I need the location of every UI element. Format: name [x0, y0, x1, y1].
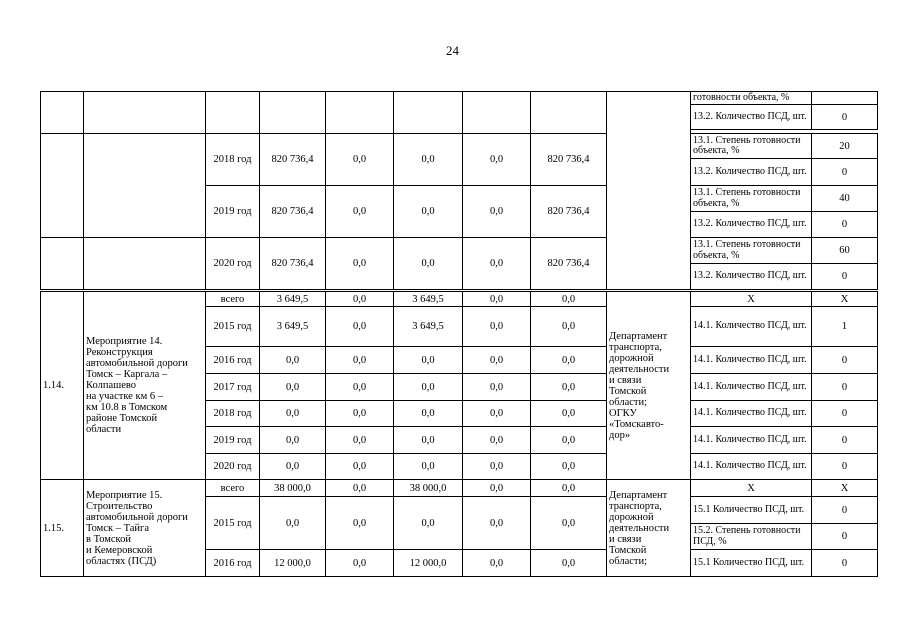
indicator-label: 13.2. Количество ПСД, шт. — [691, 105, 812, 130]
value-cell: 0,0 — [260, 497, 326, 550]
indicator-label: 13.2. Количество ПСД, шт. — [691, 212, 812, 238]
value-cell: 0,0 — [463, 292, 531, 307]
value-cell: 0,0 — [394, 427, 463, 454]
executor: Департамент транспорта, дорожной деятельности и связи Томской области; ОГКУ «Томскавто- дор» — [607, 292, 691, 480]
value-cell: 0,0 — [531, 374, 607, 401]
value-cell: 0,0 — [394, 497, 463, 550]
value-cell: 0,0 — [531, 497, 607, 550]
value-cell: 820 736,4 — [531, 186, 607, 238]
year-cell — [206, 92, 260, 134]
year-cell: 2018 год — [206, 401, 260, 427]
value-cell: 0,0 — [260, 347, 326, 374]
indicator-label: 14.1. Количество ПСД, шт. — [691, 427, 812, 454]
table-row — [41, 92, 878, 105]
value-cell: 0,0 — [463, 238, 531, 290]
event-name — [84, 92, 206, 134]
indicator-value: 60 — [812, 238, 878, 264]
value-cell: 820 736,4 — [260, 238, 326, 290]
indicator-value: 0 — [812, 347, 878, 374]
indicator-value: 0 — [812, 497, 878, 524]
event-name: Мероприятие 15. Строительство автомобильной дороги Томск – Тайга в Томской и Кемеровской областях (ПСД) — [84, 480, 206, 577]
value-cell: 0,0 — [326, 427, 394, 454]
indicator-label: Х — [691, 480, 812, 497]
value-cell: 0,0 — [326, 186, 394, 238]
value-cell: 0,0 — [463, 480, 531, 497]
value-cell: 0,0 — [326, 347, 394, 374]
indicator-value: 0 — [812, 264, 878, 290]
value-cell — [531, 92, 607, 134]
table-row — [41, 292, 878, 307]
value-cell: 0,0 — [531, 550, 607, 577]
indicator-label: 14.1. Количество ПСД, шт. — [691, 374, 812, 401]
value-cell: 0,0 — [326, 480, 394, 497]
value-cell: 0,0 — [326, 374, 394, 401]
value-cell: 0,0 — [260, 374, 326, 401]
event-number — [41, 134, 84, 238]
year-cell: 2019 год — [206, 427, 260, 454]
value-cell: 0,0 — [326, 134, 394, 186]
value-cell: 0,0 — [326, 307, 394, 347]
indicator-label: 13.1. Степень готовности объекта, % — [691, 134, 812, 159]
year-cell: 2015 год — [206, 497, 260, 550]
value-cell: 0,0 — [531, 480, 607, 497]
table-row — [41, 134, 878, 159]
year-cell: 2015 год — [206, 307, 260, 347]
value-cell: 0,0 — [531, 454, 607, 480]
indicator-label: 13.1. Степень готовности объекта, % — [691, 186, 812, 212]
event-number — [41, 92, 84, 134]
value-cell — [394, 92, 463, 134]
value-cell: 0,0 — [531, 427, 607, 454]
value-cell: 0,0 — [394, 238, 463, 290]
year-cell: 2017 год — [206, 374, 260, 401]
indicator-value: 0 — [812, 454, 878, 480]
value-cell: 0,0 — [463, 401, 531, 427]
value-cell: 38 000,0 — [394, 480, 463, 497]
value-cell: 0,0 — [394, 401, 463, 427]
year-cell: всего — [206, 292, 260, 307]
year-cell: 2016 год — [206, 347, 260, 374]
value-cell: 0,0 — [394, 186, 463, 238]
year-cell: 2020 год — [206, 454, 260, 480]
indicator-value: 0 — [812, 374, 878, 401]
value-cell: 0,0 — [531, 292, 607, 307]
indicator-label: 15.2. Степень готовности ПСД, % — [691, 524, 812, 550]
year-cell: 2019 год — [206, 186, 260, 238]
value-cell: 0,0 — [394, 454, 463, 480]
indicator-value: 0 — [812, 524, 878, 550]
value-cell: 0,0 — [463, 497, 531, 550]
indicator-value: 0 — [812, 401, 878, 427]
indicator-label: 15.1 Количество ПСД, шт. — [691, 550, 812, 577]
value-cell — [326, 92, 394, 134]
indicator-value: 0 — [812, 159, 878, 186]
executor: Департамент транспорта, дорожной деятельности и связи Томской области; — [607, 480, 691, 577]
indicator-value: Х — [812, 292, 878, 307]
value-cell: 0,0 — [531, 401, 607, 427]
indicator-label: 14.1. Количество ПСД, шт. — [691, 454, 812, 480]
value-cell: 0,0 — [326, 238, 394, 290]
indicator-value: 1 — [812, 307, 878, 347]
value-cell: 3 649,5 — [394, 307, 463, 347]
table-row — [41, 238, 878, 264]
page-number: 24 — [446, 43, 459, 58]
value-cell: 0,0 — [463, 186, 531, 238]
value-cell: 0,0 — [463, 427, 531, 454]
indicator-label: Х — [691, 292, 812, 307]
value-cell: 0,0 — [326, 550, 394, 577]
executor — [607, 92, 691, 290]
event-name — [84, 238, 206, 290]
event-number — [41, 238, 84, 290]
indicator-label: 14.1. Количество ПСД, шт. — [691, 347, 812, 374]
indicator-label: 14.1. Количество ПСД, шт. — [691, 307, 812, 347]
value-cell: 0,0 — [463, 307, 531, 347]
indicator-value: 0 — [812, 427, 878, 454]
program-table — [40, 91, 878, 290]
event-number: 1.14. — [41, 292, 84, 480]
value-cell: 0,0 — [463, 134, 531, 186]
value-cell: 820 736,4 — [260, 186, 326, 238]
indicator-value — [812, 92, 878, 105]
event-name: Мероприятие 14. Реконструкция автомобильной дороги Томск – Каргала – Колпашево на участке км 6 – км 10.8 в Томском районе Томской области — [84, 292, 206, 480]
value-cell: 820 736,4 — [531, 134, 607, 186]
value-cell: 38 000,0 — [260, 480, 326, 497]
indicator-label: 13.2. Количество ПСД, шт. — [691, 159, 812, 186]
indicator-label: 13.1. Степень готовности объекта, % — [691, 238, 812, 264]
year-cell: 2018 год — [206, 134, 260, 186]
events-table — [40, 291, 878, 577]
value-cell: 12 000,0 — [394, 550, 463, 577]
value-cell: 0,0 — [531, 347, 607, 374]
value-cell: 0,0 — [463, 347, 531, 374]
value-cell: 0,0 — [463, 550, 531, 577]
value-cell: 0,0 — [394, 134, 463, 186]
indicator-value: 0 — [812, 212, 878, 238]
indicator-label: готовности объекта, % — [691, 92, 812, 105]
value-cell: 0,0 — [260, 454, 326, 480]
value-cell — [260, 92, 326, 134]
value-cell: 12 000,0 — [260, 550, 326, 577]
value-cell: 3 649,5 — [260, 292, 326, 307]
value-cell: 820 736,4 — [531, 238, 607, 290]
indicator-value: 0 — [812, 105, 878, 130]
value-cell — [463, 92, 531, 134]
value-cell: 0,0 — [260, 427, 326, 454]
value-cell: 3 649,5 — [394, 292, 463, 307]
value-cell: 0,0 — [326, 292, 394, 307]
year-cell: 2016 год — [206, 550, 260, 577]
value-cell: 0,0 — [463, 454, 531, 480]
value-cell: 820 736,4 — [260, 134, 326, 186]
event-name — [84, 134, 206, 238]
event-number: 1.15. — [41, 480, 84, 577]
year-cell: всего — [206, 480, 260, 497]
value-cell: 0,0 — [326, 454, 394, 480]
indicator-value: 20 — [812, 134, 878, 159]
value-cell: 0,0 — [260, 401, 326, 427]
value-cell: 3 649,5 — [260, 307, 326, 347]
indicator-label: 14.1. Количество ПСД, шт. — [691, 401, 812, 427]
indicator-value: Х — [812, 480, 878, 497]
indicator-value: 40 — [812, 186, 878, 212]
value-cell: 0,0 — [463, 374, 531, 401]
value-cell: 0,0 — [326, 497, 394, 550]
value-cell: 0,0 — [394, 374, 463, 401]
indicator-label: 15.1 Количество ПСД, шт. — [691, 497, 812, 524]
value-cell: 0,0 — [394, 347, 463, 374]
indicator-label: 13.2. Количество ПСД, шт. — [691, 264, 812, 290]
value-cell: 0,0 — [326, 401, 394, 427]
indicator-value: 0 — [812, 550, 878, 577]
value-cell: 0,0 — [531, 307, 607, 347]
table-row — [41, 480, 878, 497]
year-cell: 2020 год — [206, 238, 260, 290]
